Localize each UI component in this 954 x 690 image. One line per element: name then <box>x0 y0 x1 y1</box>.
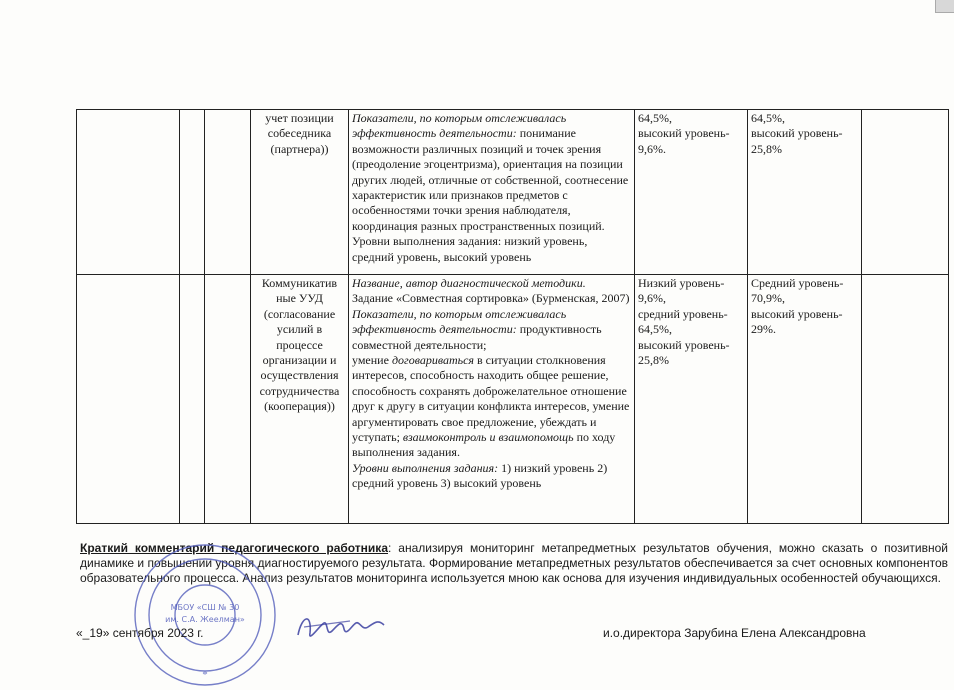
window-corner-mark <box>935 0 954 13</box>
value-line: 9,6%. <box>638 141 666 156</box>
director-signature <box>290 605 390 650</box>
value-line: 70,9%, <box>751 291 785 306</box>
empty-cell <box>862 110 949 275</box>
value-line: 64,5%, <box>751 111 785 125</box>
value-cell-end <box>748 110 862 275</box>
position-text: Коммуникатив ные УУД (согласование усилий в процессе организации и осуществления сотрудничества (кооперация)) <box>259 276 340 414</box>
value-line: Низкий уровень- <box>638 276 725 290</box>
empty-cell <box>180 275 205 524</box>
comment-heading: Краткий комментарий педагогического работника <box>80 541 388 555</box>
value-cell-start <box>635 275 748 524</box>
value-line: 25,8% <box>751 141 782 156</box>
position-cell <box>251 110 349 275</box>
description-cell <box>349 110 635 275</box>
levels-label: Уровни выполнения задания: <box>352 460 499 475</box>
signatory-name: и.о.директора Зарубина Елена Александровна <box>603 626 866 640</box>
table-row <box>77 275 949 524</box>
value-line: высокий уровень- <box>638 126 730 141</box>
value-line: высокий уровень- <box>751 306 843 321</box>
value-cell-start <box>635 110 748 275</box>
levels-text: 1) низкий уровень 2) средний уровень 3) высокий уровень <box>352 460 608 491</box>
indicators-text: понимание возможности различных позиций и точек зрения (преодоление эгоцентризма), ориентация на позиции других людей, отличные от собственной, соотнесение характеристик или признаков предметов с особенностями точки зрения наблюдателя, координация разных пространственных позиций. <box>352 126 629 233</box>
empty-cell <box>77 110 180 275</box>
description-cell <box>349 275 635 524</box>
empty-cell <box>77 275 180 524</box>
mutual-emphasis: взаимоконтроль и взаимопомощь <box>402 430 574 445</box>
skill-prefix: умение <box>352 353 392 368</box>
skill-emphasis: договариваться <box>391 353 474 368</box>
value-line: средний уровень- <box>638 306 728 321</box>
svg-text:МБОУ «СШ № 30: МБОУ «СШ № 30 <box>170 603 240 612</box>
signature-date: «_19» сентября 2023 г. <box>76 626 204 640</box>
school-stamp <box>125 540 285 690</box>
value-line: высокий уровень- <box>751 126 843 141</box>
position-text: учет позиции собеседника (партнера)) <box>265 111 334 156</box>
levels-text: Уровни выполнения задания: низкий уровень, средний уровень, высокий уровень <box>352 234 588 264</box>
position-cell <box>251 275 349 524</box>
method-label: Название, автор диагностической методики. <box>352 276 586 290</box>
method-value: Задание «Совместная сортировка» (Бурменская, 2007) <box>352 291 630 306</box>
indicators-text: продуктивность совместной деятельности; <box>352 322 602 352</box>
comment-text: : анализируя мониторинг метапредметных результатов обучения, можно сказать о позитивной динамике и повышении уровня диагностируемого результата. Формирование метапредметных результатов обеспечивается за счет основных компонентов образовательного процесса. Анализ результатов мониторинга используется мною как основа для изучения индивидуальных особенностей обучающихся. <box>80 541 948 585</box>
indicators-label: Показатели, по которым отслеживалась эффективность деятельности: <box>352 111 567 141</box>
table-row <box>77 110 949 275</box>
value-line: 64,5%, <box>638 111 672 125</box>
value-line: высокий уровень- <box>638 337 730 352</box>
svg-text:*: * <box>202 669 208 681</box>
monitoring-table <box>76 109 949 524</box>
value-line: 25,8% <box>638 353 669 368</box>
value-line: 29%. <box>751 322 776 337</box>
indicators-label: Показатели, по которым отслеживалась эффективность деятельности: <box>352 306 567 337</box>
svg-text:им. С.А. Жеелман»: им. С.А. Жеелман» <box>165 615 245 624</box>
value-line: Средний уровень- <box>751 276 844 290</box>
empty-cell <box>180 110 205 275</box>
mutual-text: по ходу выполнения задания. <box>352 430 616 460</box>
empty-cell <box>205 110 251 275</box>
value-line: 64,5%, <box>638 322 672 337</box>
empty-cell <box>862 275 949 524</box>
empty-cell <box>205 275 251 524</box>
value-line: 9,6%, <box>638 291 666 306</box>
skill-text: в ситуации столкновения интересов, способность находить общее решение, способность сохранять доброжелательное отношение друг к другу в ситуации конфликта интересов, умение аргументировать свое предложение, убеждать и уступать; <box>352 353 630 445</box>
value-cell-end <box>748 275 862 524</box>
